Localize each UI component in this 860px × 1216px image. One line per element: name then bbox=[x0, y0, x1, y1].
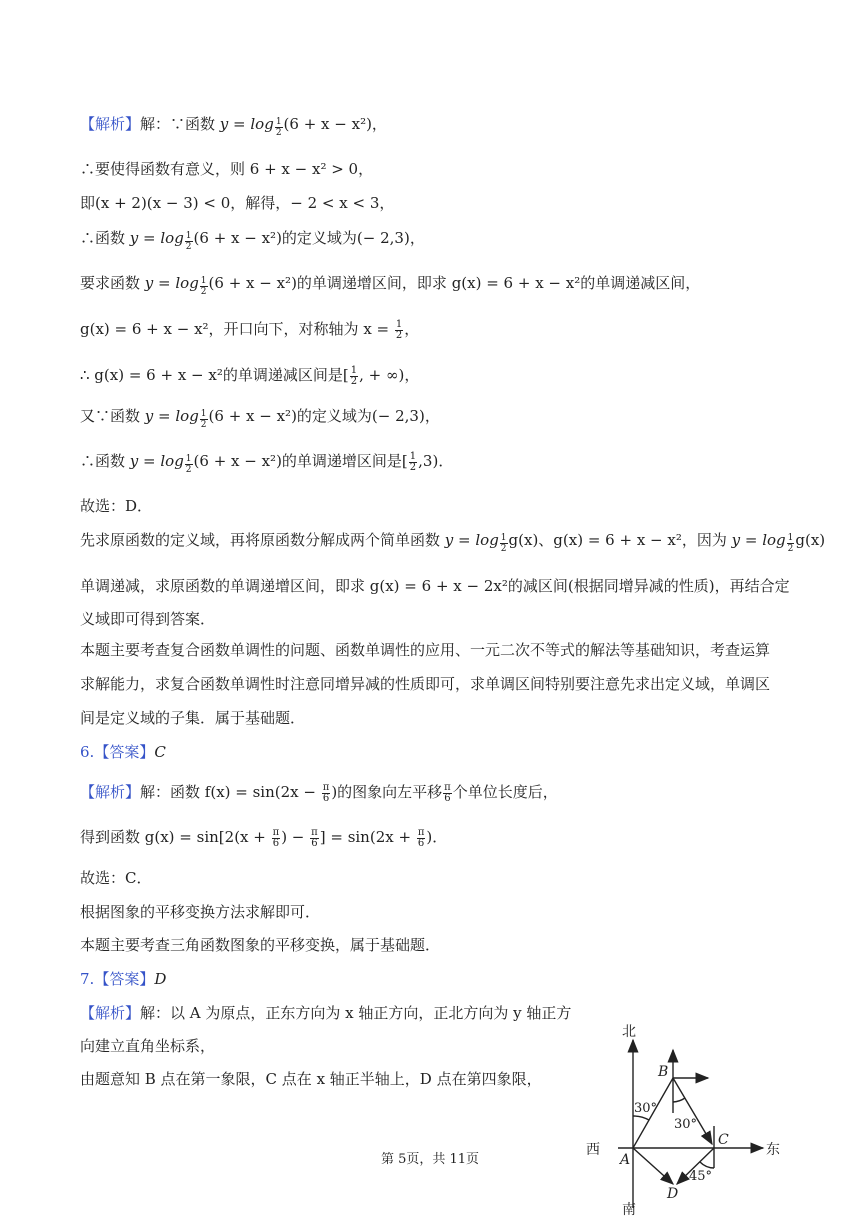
q5-summary-2: 求解能力，求复合函数单调性时注意同增异减的性质即可，求单调区间特别要注意先求出定义域，单调区 bbox=[80, 675, 771, 693]
q5-explanation-3: 义域即可得到答案． bbox=[80, 610, 216, 628]
q5-line-7: ∴ g(x) = 6 + x − x²的单调递减区间是[ $\frac{1}{2}$ , + ∞)， bbox=[80, 364, 420, 387]
q5-line-6: g(x) = 6 + x − x²，开口向下，对称轴为 x = $\frac{1}{2}$ ， bbox=[80, 318, 420, 341]
fraction-half: $\frac{1}{2}$ bbox=[275, 117, 282, 138]
angle-arc-b bbox=[673, 1098, 685, 1102]
q5-line-2: ∴要使得函数有意义，则 6 + x − x² > 0， bbox=[80, 160, 374, 178]
fraction-half: $\frac{1}{2}$ bbox=[185, 231, 192, 252]
q6-method: 根据图象的平移变换方法求解即可． bbox=[80, 903, 321, 921]
label-a: A bbox=[620, 1152, 631, 1168]
fraction-half: $\frac{1}{2}$ bbox=[200, 409, 207, 430]
fraction-pi-6: $\frac{\pi}{6}$ bbox=[311, 826, 318, 849]
q7-line-2: 向建立直角坐标系， bbox=[80, 1037, 216, 1055]
fraction-half: $\frac{1}{2}$ bbox=[350, 364, 358, 387]
fraction-half: $\frac{1}{2}$ bbox=[200, 276, 207, 297]
fraction-half: $\frac{1}{2}$ bbox=[500, 533, 507, 554]
q5-line-1: 【解析】解：∵函数 y = log $\frac{1}{2}$ (6 + x − x²)， bbox=[80, 115, 387, 138]
q6-line-1: 【解析】解：函数 f(x) = sin(2x − $\frac{\pi}{6}$ )的图象向左平移 $\frac{\pi}{6}$ 个单位长度后， bbox=[80, 781, 558, 804]
q6-line-2: 得到函数 g(x) = sin[2(x + $\frac{\pi}{6}$ ) − $\frac{\pi}{6}$ ] = sin(2x + $\frac{\pi}{6}$ )． bbox=[80, 826, 448, 849]
q5-explanation-1: 先求原函数的定义域，再将原函数分解成两个简单函数 y = log $\frac{1}{2}$ g(x)、g(x) = 6 + x − x²，因为 y = log $\frac{1}{2}$ g(x) bbox=[80, 531, 826, 554]
q5-line-4: ∴函数 y = log $\frac{1}{2}$ (6 + x − x²)的定义域为(− 2,3)， bbox=[80, 229, 425, 252]
angle-label-b: 30° bbox=[674, 1117, 698, 1132]
page-footer: 第 5页，共 11页 bbox=[380, 1152, 480, 1167]
q5-summary-3: 间是定义域的子集．属于基础题． bbox=[80, 709, 306, 727]
q5-explanation-2: 单调递减，求原函数的单调递增区间，即求 g(x) = 6 + x − 2x²的减区间(根据同增异减的性质)，再结合定 bbox=[80, 577, 790, 595]
q5-line-5: 要求函数 y = log $\frac{1}{2}$ (6 + x − x²)的单调递增区间，即求 g(x) = 6 + x − x²的单调递减区间， bbox=[80, 274, 701, 297]
fraction-half: $\frac{1}{2}$ bbox=[409, 450, 417, 473]
q5-choice: 故选：D． bbox=[80, 497, 153, 515]
label-c: C bbox=[718, 1132, 729, 1148]
fraction-half: $\frac{1}{2}$ bbox=[185, 454, 192, 475]
q5-line-3: 即(x + 2)(x − 3) < 0，解得，− 2 < x < 3， bbox=[80, 194, 395, 212]
q7-line-1: 【解析】解：以 A 为原点，正东方向为 x 轴正方向，正北方向为 y 轴正方 bbox=[80, 1004, 572, 1022]
label-north: 北 bbox=[622, 1024, 636, 1040]
label-d: D bbox=[667, 1186, 679, 1202]
fraction-pi-6: $\frac{\pi}{6}$ bbox=[417, 826, 425, 849]
q7-answer: 7.【答案】D bbox=[80, 970, 167, 988]
fraction-half: $\frac{1}{2}$ bbox=[787, 533, 794, 554]
fraction-pi-6: $\frac{\pi}{6}$ bbox=[272, 826, 280, 849]
angle-label-c: 45° bbox=[689, 1169, 713, 1184]
direction-diagram bbox=[578, 1018, 788, 1216]
q6-choice: 故选：C． bbox=[80, 869, 152, 887]
q5-line-8: 又∵函数 y = log $\frac{1}{2}$ (6 + x − x²)的定义域为(− 2,3)， bbox=[80, 407, 440, 430]
q5-summary-1: 本题主要考查复合函数单调性的问题、函数单调性的应用、一元二次不等式的解法等基础知识，考查运算 bbox=[80, 641, 771, 659]
q6-answer: 6.【答案】C bbox=[80, 743, 166, 761]
q7-line-3: 由题意知 B 点在第一象限，C 点在 x 轴正半轴上，D 点在第四象限， bbox=[80, 1070, 542, 1088]
angle-label-a: 30° bbox=[634, 1101, 658, 1116]
angle-arc-a bbox=[633, 1116, 649, 1120]
q6-summary: 本题主要考查三角函数图象的平移变换，属于基础题． bbox=[80, 936, 441, 954]
fraction-pi-6: $\frac{\pi}{6}$ bbox=[322, 781, 330, 804]
label-b: B bbox=[658, 1064, 669, 1080]
label-east: 东 bbox=[766, 1142, 780, 1158]
q5-line-9: ∴函数 y = log $\frac{1}{2}$ (6 + x − x²)的单调递增区间是[ $\frac{1}{2}$ ,3)． bbox=[80, 450, 454, 475]
fraction-pi-6: $\frac{\pi}{6}$ bbox=[444, 781, 451, 804]
analysis-tag: 【解析】 bbox=[80, 115, 141, 133]
fraction-half: $\frac{1}{2}$ bbox=[395, 318, 403, 341]
label-west: 西 bbox=[586, 1142, 600, 1158]
segment-bc bbox=[673, 1078, 712, 1144]
label-south: 南 bbox=[622, 1202, 636, 1216]
